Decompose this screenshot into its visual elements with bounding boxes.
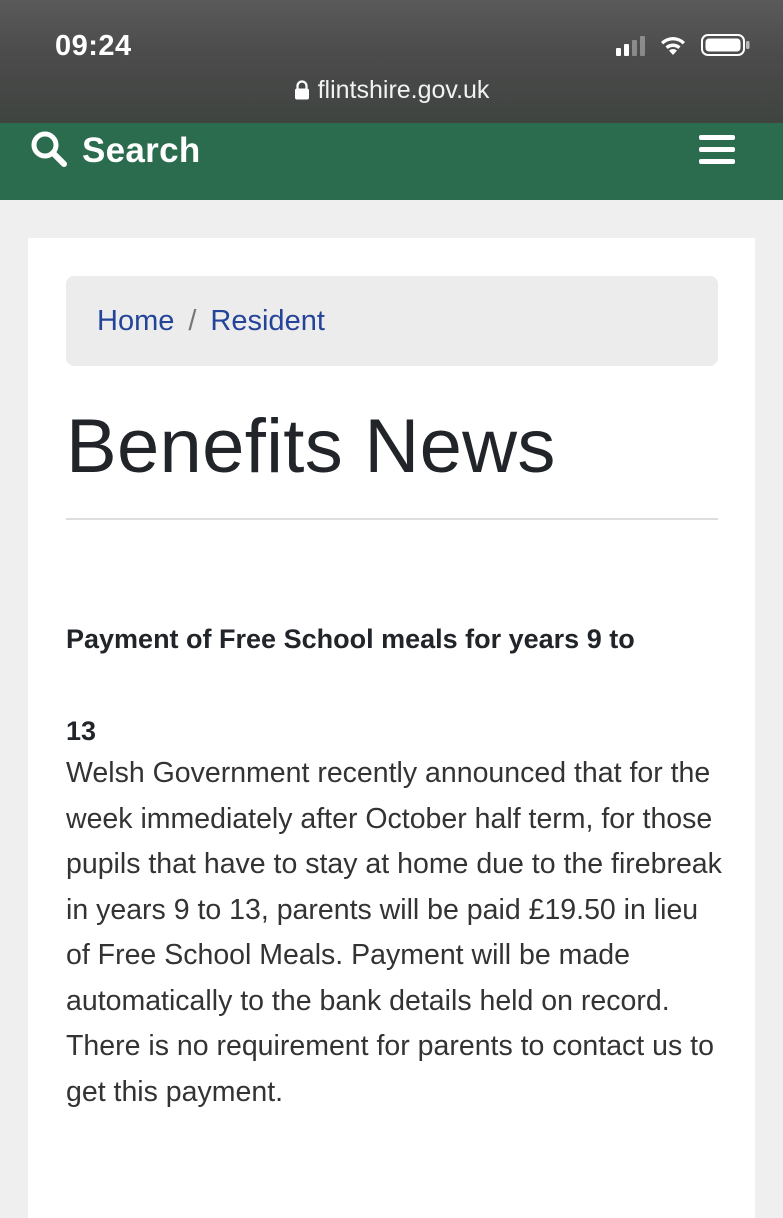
- address-bar[interactable]: [0, 76, 783, 107]
- cellular-signal-icon: [616, 34, 645, 56]
- browser-status-bar: [0, 0, 783, 123]
- breadcrumb: [66, 276, 718, 366]
- breadcrumb-resident-link[interactable]: Resident: [210, 304, 325, 337]
- search-icon: [30, 130, 68, 173]
- article-heading: [66, 593, 718, 777]
- article-body: Welsh Government recently announced that for the week immediately after October half term, for those pupils that have to stay at home due to the firebreak in years 9 to 13, parents will be paid £19.50 in lieu of Free School Meals. Payment will be made automatically to the bank details held on record. There is no requirement for parents to contact us to get this payment.: [66, 757, 722, 1108]
- content-card: [28, 238, 755, 1218]
- breadcrumb-separator: /: [188, 304, 197, 337]
- wifi-icon: [659, 34, 687, 56]
- site-header: [0, 123, 783, 200]
- search-button[interactable]: [30, 133, 201, 169]
- status-time: 09:24: [55, 30, 132, 62]
- search-label: Search: [82, 131, 201, 170]
- battery-icon: [701, 33, 751, 57]
- address-bar-url: flintshire.gov.uk: [317, 76, 490, 104]
- lock-icon: [294, 78, 310, 107]
- article-heading-line-1: Payment of Free School meals for years 9 to: [66, 624, 635, 654]
- article-heading-line-2: 13: [66, 716, 97, 746]
- page-title: Benefits News: [66, 404, 556, 489]
- status-icons: [616, 33, 751, 57]
- breadcrumb-home-link[interactable]: Home: [97, 304, 175, 337]
- hamburger-menu-icon[interactable]: [699, 135, 735, 167]
- title-divider: [66, 518, 718, 520]
